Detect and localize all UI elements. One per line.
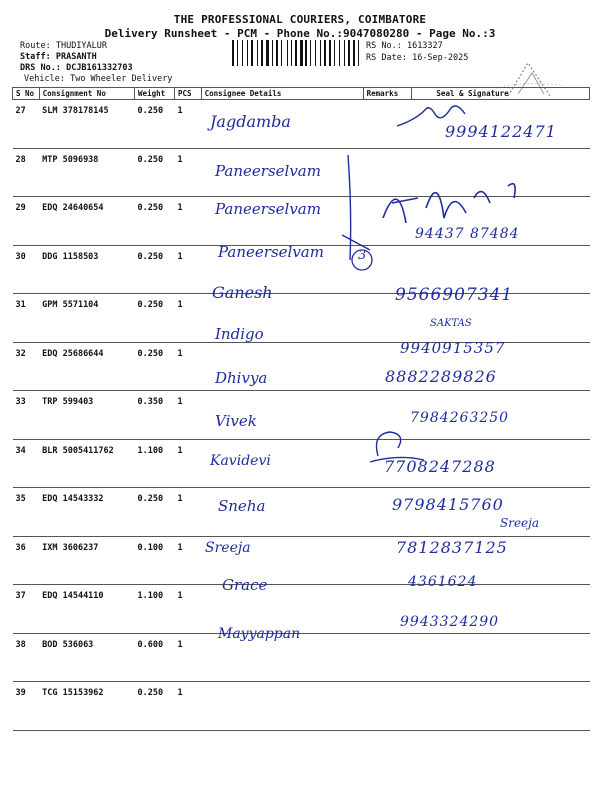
row-pcs: 1 xyxy=(174,100,201,149)
row-pcs: 1 xyxy=(174,148,201,197)
row-pcs: 1 xyxy=(174,633,201,682)
consignee-handwritten-name: Vivek xyxy=(215,412,257,430)
table-row xyxy=(13,633,590,682)
row-pcs: 1 xyxy=(174,342,201,391)
col-signature-header: Seal & Signature xyxy=(412,88,590,100)
row-sno: 36 xyxy=(13,536,40,585)
signature-handwritten-phone: 9943324290 xyxy=(400,614,500,630)
row-pcs: 1 xyxy=(174,294,201,343)
row-weight: 0.600 xyxy=(135,633,175,682)
rs-no-line xyxy=(366,41,443,51)
col-consignment-header: Consignment No xyxy=(39,88,134,100)
rs-date-value: 16-Sep-2025 xyxy=(412,53,469,63)
row-pcs: 1 xyxy=(174,439,201,488)
row-consignment-no: TCG 15153962 xyxy=(39,682,134,731)
consignee-handwritten-name: Indigo xyxy=(215,325,264,343)
row-pcs: 1 xyxy=(174,245,201,294)
consignee-handwritten-name: Sneha xyxy=(218,497,266,515)
signature-handwritten-phone: 9994122471 xyxy=(445,122,557,141)
vehicle-line xyxy=(24,74,172,84)
signature-scribble-rows-28-30 xyxy=(378,168,528,228)
runsheet-title: THE PROFESSIONAL COURIERS, COIMBATORE xyxy=(173,13,427,26)
row-sno: 39 xyxy=(13,682,40,731)
row-consignment-no: EDQ 24640654 xyxy=(39,197,134,246)
route-line xyxy=(20,41,107,51)
table-row xyxy=(13,585,590,634)
staff-label: Staff: xyxy=(20,52,51,62)
staff-line xyxy=(20,52,97,62)
row-consignment-no: BLR 5005411762 xyxy=(39,439,134,488)
drs-value: DCJB161332703 xyxy=(66,63,133,73)
row-weight: 0.250 xyxy=(135,682,175,731)
route-label: Route: xyxy=(20,41,51,51)
row-sno: 30 xyxy=(13,245,40,294)
row-pcs: 1 xyxy=(174,682,201,731)
row-weight: 1.100 xyxy=(135,439,175,488)
signature-handwritten-phone: 9940915357 xyxy=(400,339,506,357)
row-consignment-no: EDQ 14543332 xyxy=(39,488,134,537)
vehicle-value: Two Wheeler Delivery xyxy=(70,74,173,84)
signature-handwritten-sreeja: Sreeja xyxy=(500,516,540,530)
drs-label: DRS No.: xyxy=(20,63,61,73)
row-weight: 0.250 xyxy=(135,342,175,391)
table-row xyxy=(13,682,590,731)
row-sno: 31 xyxy=(13,294,40,343)
consignee-handwritten-name: Mayyappan xyxy=(218,626,301,642)
rs-no-value: 1613327 xyxy=(406,41,443,51)
row-consignment-no: BOD 536063 xyxy=(39,633,134,682)
signature-handwritten-phone: 9798415760 xyxy=(392,495,504,514)
row-signature-cell xyxy=(412,633,590,682)
row-sno: 32 xyxy=(13,342,40,391)
signature-scribble-row-27 xyxy=(395,100,475,130)
consignee-handwritten-name: Jagdamba xyxy=(210,112,291,131)
barcode-image xyxy=(232,40,360,66)
signature-handwritten-phone: 94437 87484 xyxy=(415,226,520,242)
row-consignment-no: SLM 378178145 xyxy=(39,100,134,149)
row-weight: 0.250 xyxy=(135,245,175,294)
rs-date-label: RS Date: xyxy=(366,53,407,63)
signature-handwritten-phone: 7708247288 xyxy=(384,457,496,476)
col-remarks-header: Remarks xyxy=(363,88,412,100)
row-weight: 0.250 xyxy=(135,294,175,343)
row-consignment-no: MTP 5096938 xyxy=(39,148,134,197)
row-consignment-no: GPM 5571104 xyxy=(39,294,134,343)
consignee-handwritten-name: Sreeja xyxy=(205,540,251,556)
consignee-handwritten-name: Paneerselvam xyxy=(215,200,321,218)
row-consignment-no: EDQ 14544110 xyxy=(39,585,134,634)
staff-value: PRASANTH xyxy=(55,52,97,62)
row-weight: 0.250 xyxy=(135,148,175,197)
row-pcs: 1 xyxy=(174,391,201,440)
consignee-handwritten-name: Grace xyxy=(222,576,268,594)
row-weight: 0.350 xyxy=(135,391,175,440)
row-consignment-no: TRP 599403 xyxy=(39,391,134,440)
vehicle-label: Vehicle: xyxy=(24,74,65,84)
col-consignee-header: Consignee Details xyxy=(201,88,363,100)
row-consignment-no: IXM 3606237 xyxy=(39,536,134,585)
row-weight: 0.100 xyxy=(135,536,175,585)
consignee-handwritten-name: Kavidevi xyxy=(210,453,271,469)
consignee-handwritten-name: Dhivya xyxy=(215,369,268,387)
row-sno: 38 xyxy=(13,633,40,682)
row-remarks-cell xyxy=(363,682,412,731)
row-sno: 29 xyxy=(13,197,40,246)
row-weight: 1.100 xyxy=(135,585,175,634)
col-pcs-header: PCS xyxy=(174,88,201,100)
row-weight: 0.250 xyxy=(135,488,175,537)
row-weight: 0.250 xyxy=(135,197,175,246)
consignee-handwritten-name: Paneerselvam xyxy=(218,243,324,261)
row-consignment-no: DDG 1158503 xyxy=(39,245,134,294)
rs-date-line xyxy=(366,53,468,63)
table-row xyxy=(13,439,590,488)
signature-handwritten-phone: 8882289826 xyxy=(385,367,497,386)
signature-handwritten-phone: 7812837125 xyxy=(396,538,508,557)
row-pcs: 1 xyxy=(174,488,201,537)
signature-scribble-row-35 xyxy=(368,426,428,466)
row-consignment-no: EDQ 25686644 xyxy=(39,342,134,391)
consignee-handwritten-name: Paneerselvam xyxy=(215,162,321,180)
col-weight-header: Weight xyxy=(135,88,175,100)
signature-handwritten-saktas: SAKTAS xyxy=(430,318,472,329)
row-sno: 37 xyxy=(13,585,40,634)
signature-handwritten-phone: 4361624 xyxy=(408,574,478,590)
row-sno: 35 xyxy=(13,488,40,537)
table-header-row xyxy=(13,88,590,100)
col-sno-header: S No xyxy=(13,88,40,100)
row-signature-cell xyxy=(412,682,590,731)
row-sno: 27 xyxy=(13,100,40,149)
remarks-handwritten-3: 3 xyxy=(358,248,367,263)
row-pcs: 1 xyxy=(174,197,201,246)
runsheet-subtitle: Delivery Runsheet - PCM - Phone No.:9047080280 - Page No.:3 xyxy=(104,27,496,40)
row-consignee-cell xyxy=(201,682,363,731)
row-remarks-cell xyxy=(363,633,412,682)
signature-handwritten-phone: 9566907341 xyxy=(395,285,514,305)
signature-handwritten-phone: 7984263250 xyxy=(410,410,510,426)
consignee-handwritten-name: Ganesh xyxy=(212,283,273,302)
drs-line xyxy=(20,63,133,73)
row-pcs: 1 xyxy=(174,585,201,634)
row-pcs: 1 xyxy=(174,536,201,585)
row-sno: 34 xyxy=(13,439,40,488)
rs-no-label: RS No.: xyxy=(366,41,402,51)
row-sno: 33 xyxy=(13,391,40,440)
route-value: THUDIYALUR xyxy=(55,41,108,51)
row-weight: 0.250 xyxy=(135,100,175,149)
row-sno: 28 xyxy=(13,148,40,197)
